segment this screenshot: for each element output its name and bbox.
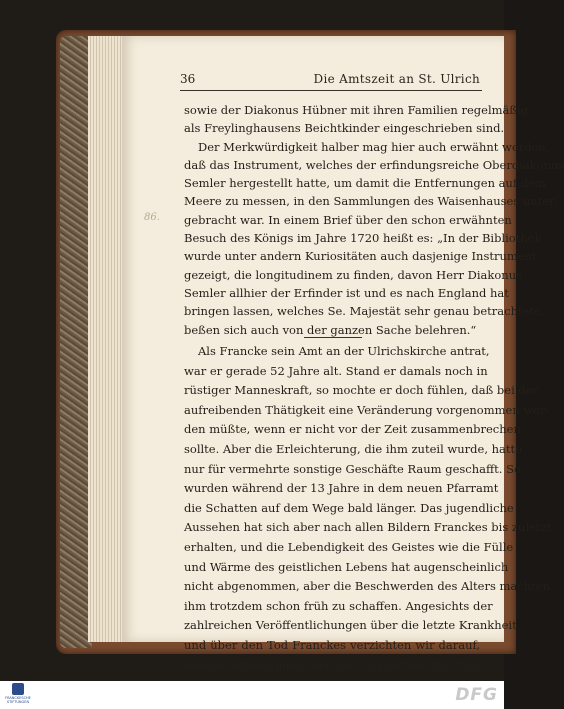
running-title: Die Amtszeit an St. Ulrich [313,72,480,86]
margin-note: 86. [144,212,160,223]
text-line: die Schatten auf dem Wege bald länger. Das jugendliche [184,500,514,515]
text-line: daß das Instrument, welches der erfindungsreiche Oberdiakonus [184,157,564,172]
text-line: Semler allhier der Erfinder ist und es nach England hat [184,285,509,300]
text-line: war er gerade 52 Jahre alt. Stand er damals noch in [184,363,488,378]
text-line: rüstiger Manneskraft, so mochte er doch fühlen, daß bei der [184,383,539,398]
page-number: 36 [180,72,196,86]
library-logo[interactable] [3,683,33,707]
text-line: nur für vermehrte sonstige Geschäfte Raum geschafft. So [184,461,521,476]
text-line: und über den Tod Franckes verzichten wir darauf, [184,637,480,652]
text-line: Besuch des Königs im Jahre 1720 heißt es: „In der Bibliothek [184,231,542,246]
text-line: nicht abgenommen, aber die Beschwerden des Alters machten [184,579,550,594]
text-line: Aussehen hat sich aber nach allen Bildern Franckes bis zuletzt [184,520,552,535]
book-page [122,36,564,672]
library-logo-text: FRANCKESCHE STIFTUNGEN [5,696,31,704]
text-line: gebracht war. In einem Brief über den schon erwähnten [184,212,512,227]
text-line: nähere Mitteilungen hierüber zu machen. Im Früh- [184,657,483,672]
text-line: den müßte, wenn er nicht vor der Zeit zusammenbrechen [184,422,521,437]
text-line: zahlreichen Veröffentlichungen über die letzte Krankheit [184,618,517,633]
paragraph [184,342,552,675]
text-line: Der Merkwürdigkeit halber mag hier auch erwähnt werden, [198,139,550,154]
text-line: gezeigt, die longitudinem zu finden, davon Herr Diakonus [184,267,523,282]
text-line: ihm trotzdem schon früh zu schaffen. Angesichts der [184,598,493,613]
text-line: Meere zu messen, in den Sammlungen des Waisenhauses unter- [184,194,559,209]
text-line: beßen sich auch von der ganzen Sache belehren.“ [184,322,477,337]
text-line: aufreibenden Thätigkeit eine Veränderung vorgenommen wer- [184,402,550,417]
text-line: und Wärme des geistlichen Lebens hat augenscheinlich [184,559,509,574]
text-block-top [184,101,564,339]
text-line: wurde unter andern Kuriositäten auch dasjenige Instrument [184,249,537,264]
text-line: bringen lassen, welches Se. Majestät sehr genau betrachtete, [184,304,545,319]
text-line: Als Francke sein Amt an der Ulrichskirche antrat, [198,344,490,358]
paragraph [184,138,564,339]
paragraph [184,101,529,138]
crest-icon [12,683,24,695]
dfg-logo[interactable]: DFG [455,685,498,705]
text-line: sollte. Aber die Erleichterung, die ihm zuteil wurde, hatte [184,441,522,456]
text-line: Semler hergestellt hatte, um damit die Entfernungen auf dem [184,176,546,191]
text-line: wurden während der 13 Jahre in dem neuen Pfarramt [184,481,499,496]
page-edges [88,36,122,642]
text-line: als Freylinghausens Beichtkinder eingeschrieben sind. [184,121,505,136]
text-line: erhalten, und die Lebendigkeit des Geistes wie die Fülle [184,539,514,554]
section-divider [304,337,362,338]
header-rule [180,90,482,91]
page-header [180,72,480,88]
viewer-footer [0,681,504,709]
text-line: sowie der Diakonus Hübner mit ihren Familien regelmäßig [184,103,529,117]
